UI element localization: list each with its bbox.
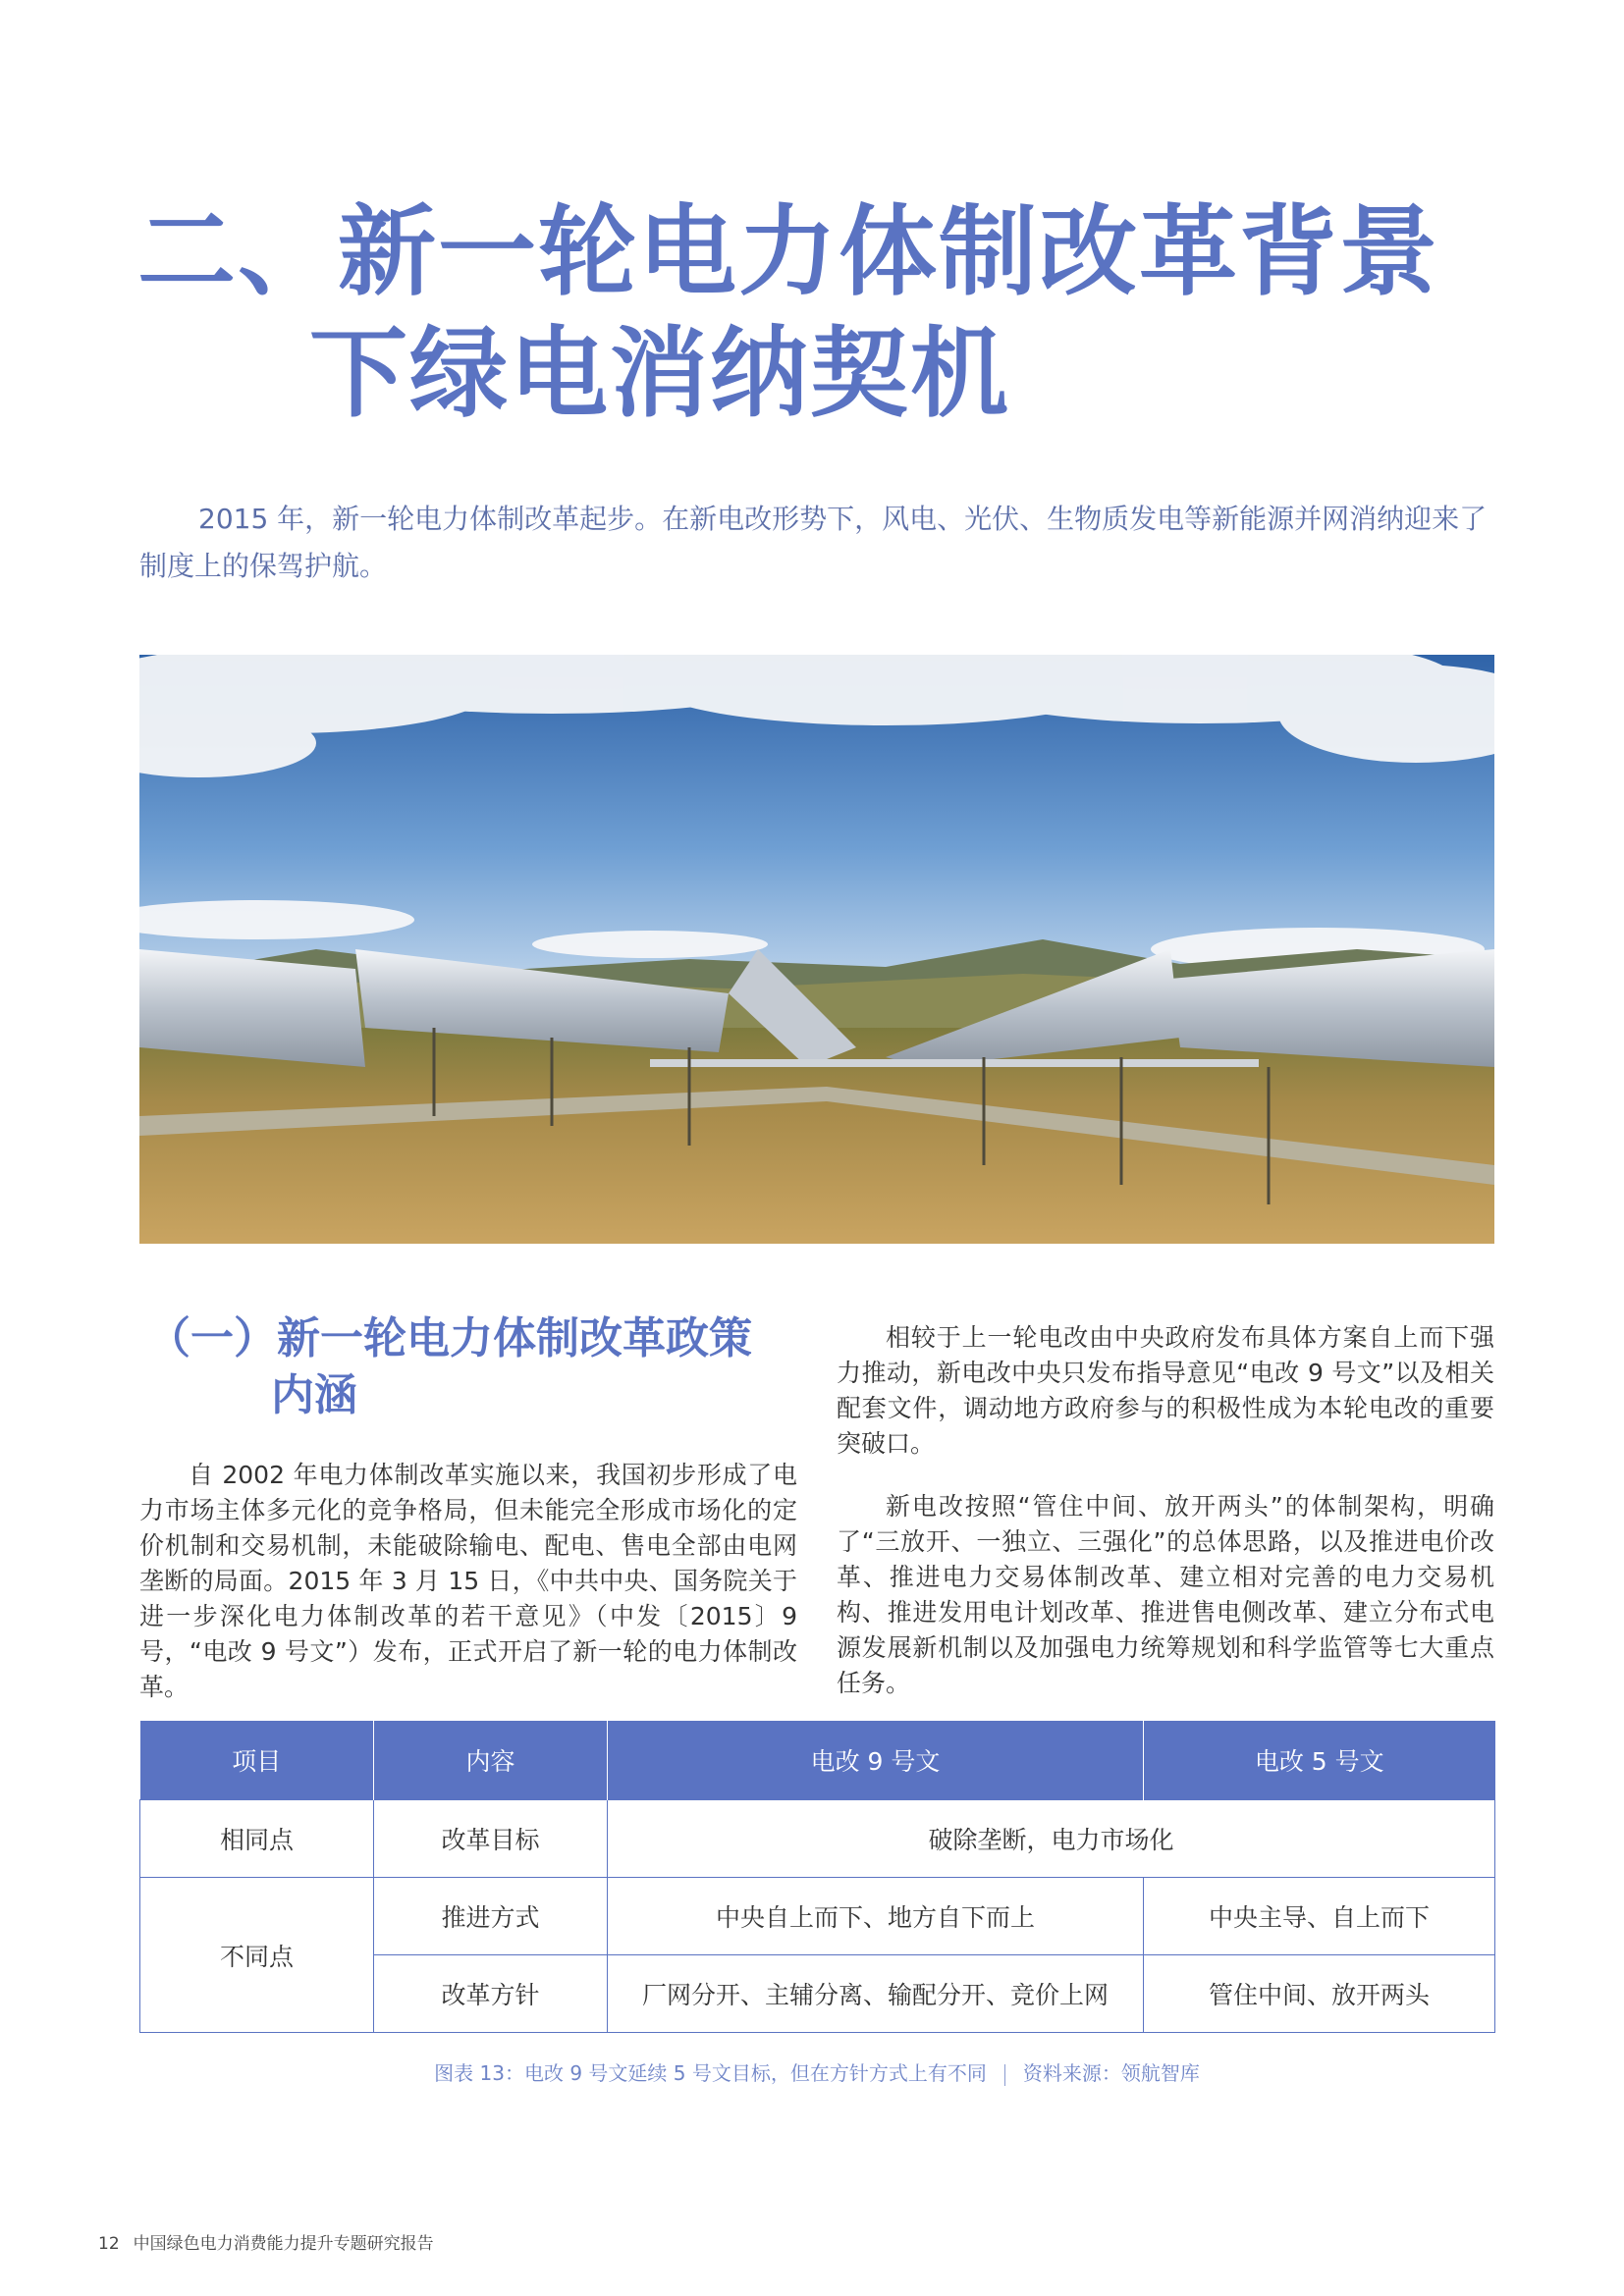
right-paragraph-1: 相较于上一轮电改由中央政府发布具体方案自上而下强力推动，新电改中央只发布指导意见“电改 9 号文”以及相关配套文件，调动地方政府参与的积极性成为本轮电改的重要突破口。 <box>837 1323 1494 1458</box>
caption-divider <box>1004 2064 1005 2086</box>
right-paragraph-2: 新电改按照“管住中间、放开两头”的体制架构，明确了“三放开、一独立、三强化”的总体思路，以及推进电价改革、推进电力交易体制改革、建立相对完善的电力交易机构、推进发用电计划改革、推进售电侧改革、建立分布式电源发展新机制以及加强电力统筹规划和科学监管等七大重点任务。 <box>837 1492 1494 1697</box>
page-title-line2: 下绿电消纳契机 <box>309 316 1010 431</box>
cell-diff-doc9-1: 中央自上而下、地方自下而上 <box>608 1878 1144 1955</box>
comparison-table <box>139 1721 1495 2033</box>
header-doc9: 电改 9 号文 <box>608 1721 1144 1800</box>
header-content: 内容 <box>374 1721 608 1800</box>
cell-same-content: 改革目标 <box>374 1800 608 1878</box>
caption-source: 资料来源：领航智库 <box>1022 2061 1200 2085</box>
page-title-line1: 二、新一轮电力体制改革背景 <box>137 194 1439 309</box>
cell-same-item: 相同点 <box>140 1800 374 1878</box>
page-number: 12 <box>98 2234 120 2254</box>
cell-diff-doc5-2: 管住中间、放开两头 <box>1144 1955 1495 2033</box>
cell-diff-doc9-2: 厂网分开、主辅分离、输配分开、竞价上网 <box>608 1955 1144 2033</box>
section-heading-line1: （一）新一轮电力体制改革政策 <box>147 1313 752 1363</box>
section-heading-line2: 内涵 <box>271 1370 357 1420</box>
solar-thermal-plant-photo <box>139 655 1494 1244</box>
table-header-row <box>140 1721 1495 1800</box>
report-title: 中国绿色电力消费能力提升专题研究报告 <box>133 2234 434 2254</box>
cell-diff-content-2: 改革方针 <box>374 1955 608 2033</box>
caption-label: 图表 13：电改 9 号文延续 5 号文目标，但在方针方式上有不同 <box>434 2061 987 2085</box>
page-footer <box>98 2229 448 2254</box>
header-doc5: 电改 5 号文 <box>1144 1721 1495 1800</box>
cell-diff-doc5-1: 中央主导、自上而下 <box>1144 1878 1495 1955</box>
cell-diff-item: 不同点 <box>140 1878 374 2033</box>
intro-paragraph: 2015 年，新一轮电力体制改革起步。在新电改形势下，风电、光伏、生物质发电等新能源并网消纳迎来了制度上的保驾护航。 <box>139 503 1488 582</box>
table-row <box>140 1878 1495 1955</box>
table-row <box>140 1800 1495 1878</box>
page-title <box>137 191 1439 435</box>
section-heading <box>147 1310 795 1424</box>
header-item: 项目 <box>140 1721 374 1800</box>
left-paragraph: 自 2002 年电力体制改革实施以来，我国初步形成了电力市场主体多元化的竞争格局，但未能完全形成市场化的定价机制和交易机制，未能破除输电、配电、售电全部由电网垄断的局面。2015 年 3 月 15 日，《中共中央、国务院关于进一步深化电力体制改革的若干意见》（中发〔2015〕9 号，“电改 9 号文”）发布，正式开启了新一轮的电力体制改革。 <box>139 1461 797 1701</box>
cell-diff-content-1: 推进方式 <box>374 1878 608 1955</box>
cell-same-merged: 破除垄断，电力市场化 <box>608 1800 1495 1878</box>
figure-caption <box>139 2057 1494 2086</box>
